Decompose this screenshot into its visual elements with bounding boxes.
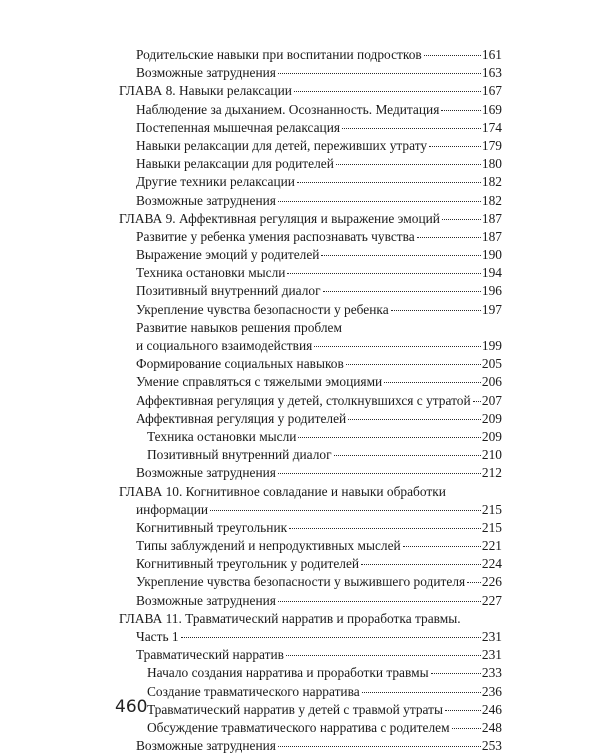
toc-entry-page: 182: [481, 174, 502, 190]
toc-entry-title: Создание травматического нарратива: [147, 683, 360, 699]
toc-entry-page: 161: [481, 47, 502, 62]
toc-entry-title: Постепенная мышечная релаксация: [136, 119, 341, 135]
dot-leader: [445, 710, 481, 711]
toc-entry: [119, 737, 502, 755]
dot-leader: [431, 673, 481, 674]
toc-chapter-heading: [119, 610, 502, 628]
toc-entry-title: Возможные затруднения: [136, 738, 276, 754]
dot-leader: [278, 201, 481, 202]
toc-entry: [119, 373, 502, 391]
toc-entry-title: Другие техники релаксации: [136, 174, 295, 190]
toc-entry-page: 187: [481, 210, 502, 226]
dot-leader: [346, 364, 481, 365]
toc-entry: [119, 355, 502, 373]
toc-entry-page: 207: [481, 392, 502, 408]
toc-entry: [119, 301, 502, 319]
toc-entry-title: Укрепление чувства безопасности у ребенка: [136, 301, 389, 317]
toc-entry-page: 174: [481, 119, 502, 135]
dot-leader: [323, 291, 481, 292]
toc-entry-page: 209: [481, 410, 502, 426]
toc-entry: [119, 64, 502, 82]
toc-entry: [119, 701, 502, 719]
dot-leader: [321, 255, 480, 256]
dot-leader: [278, 601, 481, 602]
toc-entry: [119, 501, 502, 519]
toc-entry-title: Обсуждение травматического нарратива с родителем: [147, 719, 450, 735]
dot-leader: [336, 164, 481, 165]
toc-entry-title: Умение справляться с тяжелыми эмоциями: [136, 374, 383, 390]
toc-entry-title: Аффективная регуляция у детей, столкнувшихся с утратой: [136, 392, 471, 408]
toc-entry-title: Навыки релаксации для детей, переживших утрату: [136, 137, 428, 153]
toc-entry-title: и социального взаимодействия: [136, 338, 313, 353]
toc-entry: [119, 464, 502, 482]
dot-leader: [210, 510, 481, 511]
dot-leader: [429, 146, 481, 147]
toc-entry-title: Наблюдение за дыханием. Осознанность. Медитация: [136, 101, 440, 117]
toc-entry-page: 205: [481, 356, 502, 372]
toc-entry: [119, 664, 502, 682]
toc-entry: [119, 410, 502, 428]
toc-entry: [119, 392, 502, 410]
dot-leader: [298, 437, 480, 438]
dot-leader: [442, 219, 481, 220]
dot-leader: [314, 346, 481, 347]
dot-leader: [278, 746, 481, 747]
dot-leader: [287, 273, 480, 274]
toc-entry: [119, 319, 502, 337]
toc-entry-title: ГЛАВА 10. Когнитивное совладание и навыки обработки: [119, 483, 446, 499]
toc-entry-page: 231: [481, 629, 502, 644]
toc-entry-title: ГЛАВА 8. Навыки релаксации: [119, 83, 292, 99]
toc-entry-page: 248: [481, 719, 502, 735]
toc-entry-page: 180: [481, 156, 502, 172]
page-number: 460: [115, 697, 148, 717]
dot-leader: [181, 637, 481, 638]
toc-entry-page: 224: [481, 556, 502, 572]
toc-entry-title: Укрепление чувства безопасности у выжившего родителя: [136, 574, 466, 590]
dot-leader: [286, 655, 481, 656]
toc-entry-title: Развитие у ребенка умения распознавать чувства: [136, 228, 415, 244]
toc-entry: [119, 683, 502, 701]
toc-entry-title: Выражение эмоций у родителей: [136, 247, 320, 263]
dot-leader: [473, 401, 481, 402]
toc-entry-title: Травматический нарратив у детей с травмой утраты: [147, 701, 444, 717]
toc-chapter-heading: [119, 210, 502, 228]
toc-entry: [119, 519, 502, 537]
toc-entry-page: 206: [481, 374, 502, 390]
dot-leader: [467, 582, 481, 583]
toc-entry: [119, 192, 502, 210]
toc-entry-page: 227: [481, 592, 502, 608]
toc-entry-page: 226: [481, 574, 502, 590]
toc-entry: [119, 337, 502, 355]
toc-entry: [119, 46, 502, 64]
toc-entry: [119, 246, 502, 264]
toc-entry: [119, 428, 502, 446]
toc-entry-title: Позитивный внутренний диалог: [147, 447, 332, 463]
dot-leader: [403, 546, 481, 547]
dot-leader: [278, 73, 481, 74]
dot-leader: [452, 728, 481, 729]
toc-entry-title: Возможные затруднения: [136, 65, 276, 81]
toc-entry-page: 246: [481, 701, 502, 717]
toc-entry-title: Часть 1: [136, 629, 179, 644]
toc-entry-page: 196: [481, 283, 502, 299]
toc-entry-page: 187: [481, 228, 502, 244]
toc-entry-page: 182: [481, 192, 502, 208]
toc-entry: [119, 264, 502, 282]
toc-entry: [119, 537, 502, 555]
toc-entry-title: Типы заблуждений и непродуктивных мыслей: [136, 538, 401, 554]
toc-entry-title: Когнитивный треугольник у родителей: [136, 556, 360, 572]
toc-entry-title: информации: [136, 501, 209, 517]
toc-entry: [119, 101, 502, 119]
toc-entry: [119, 282, 502, 300]
toc-entry-title: Техника остановки мысли: [147, 428, 297, 444]
toc-entry-page: 197: [481, 301, 502, 317]
toc-entry-title: Когнитивный треугольник: [136, 519, 288, 535]
toc-entry: [119, 173, 502, 191]
toc-entry-title: Аффективная регуляция у родителей: [136, 410, 347, 426]
toc-entry: [119, 573, 502, 591]
toc-entry-title: Начало создания нарратива и проработки травмы: [147, 665, 429, 681]
toc-entry-page: 236: [481, 683, 502, 699]
toc-entry-title: Травматический нарратив: [136, 647, 284, 663]
dot-leader: [362, 692, 481, 693]
toc-entry: [119, 719, 502, 737]
toc-entry: [119, 592, 502, 610]
toc-entry-page: 167: [481, 83, 502, 99]
dot-leader: [278, 473, 481, 474]
table-of-contents: [119, 46, 502, 755]
dot-leader: [441, 110, 481, 111]
toc-entry-title: Развитие навыков решения проблем: [136, 319, 342, 335]
dot-leader: [417, 237, 481, 238]
dot-leader: [342, 128, 481, 129]
toc-entry: [119, 628, 502, 646]
toc-entry-page: 215: [481, 501, 502, 517]
toc-entry-title: Возможные затруднения: [136, 192, 276, 208]
toc-entry-page: 169: [481, 101, 502, 117]
toc-entry: [119, 155, 502, 173]
toc-entry-page: 231: [481, 647, 502, 663]
toc-entry-title: Техника остановки мысли: [136, 265, 286, 281]
toc-entry: [119, 119, 502, 137]
toc-entry-title: Навыки релаксации для родителей: [136, 156, 334, 172]
toc-entry-page: 179: [481, 137, 502, 153]
toc-entry-page: 199: [481, 338, 502, 353]
toc-chapter-heading: [119, 483, 502, 501]
toc-entry-title: Родительские навыки при воспитании подростков: [136, 47, 422, 62]
toc-entry-title: ГЛАВА 9. Аффективная регуляция и выражение эмоций: [119, 210, 440, 226]
toc-entry-page: 190: [481, 247, 502, 263]
toc-chapter-heading: [119, 82, 502, 100]
toc-entry-page: 221: [481, 538, 502, 554]
dot-leader: [297, 182, 481, 183]
toc-entry-title: Позитивный внутренний диалог: [136, 283, 321, 299]
toc-entry-page: 253: [481, 738, 502, 754]
toc-entry-page: 212: [481, 465, 502, 481]
dot-leader: [424, 55, 481, 56]
dot-leader: [391, 310, 481, 311]
toc-entry-page: 209: [481, 428, 502, 444]
dot-leader: [384, 382, 481, 383]
dot-leader: [361, 564, 481, 565]
toc-entry-title: Возможные затруднения: [136, 465, 276, 481]
toc-entry: [119, 646, 502, 664]
dot-leader: [348, 419, 481, 420]
toc-entry: [119, 137, 502, 155]
dot-leader: [289, 528, 481, 529]
toc-entry: [119, 446, 502, 464]
toc-entry-title: Формирование социальных навыков: [136, 356, 344, 372]
toc-entry-page: 233: [481, 665, 502, 681]
toc-entry-page: 215: [481, 519, 502, 535]
dot-leader: [334, 455, 481, 456]
toc-entry: [119, 555, 502, 573]
toc-entry-page: 163: [481, 65, 502, 81]
toc-entry-page: 194: [481, 265, 502, 281]
dot-leader: [294, 91, 481, 92]
toc-entry-page: 210: [481, 447, 502, 463]
toc-entry-title: Возможные затруднения: [136, 592, 276, 608]
toc-entry: [119, 228, 502, 246]
toc-entry-title: ГЛАВА 11. Травматический нарратив и проработка травмы.: [119, 610, 461, 626]
